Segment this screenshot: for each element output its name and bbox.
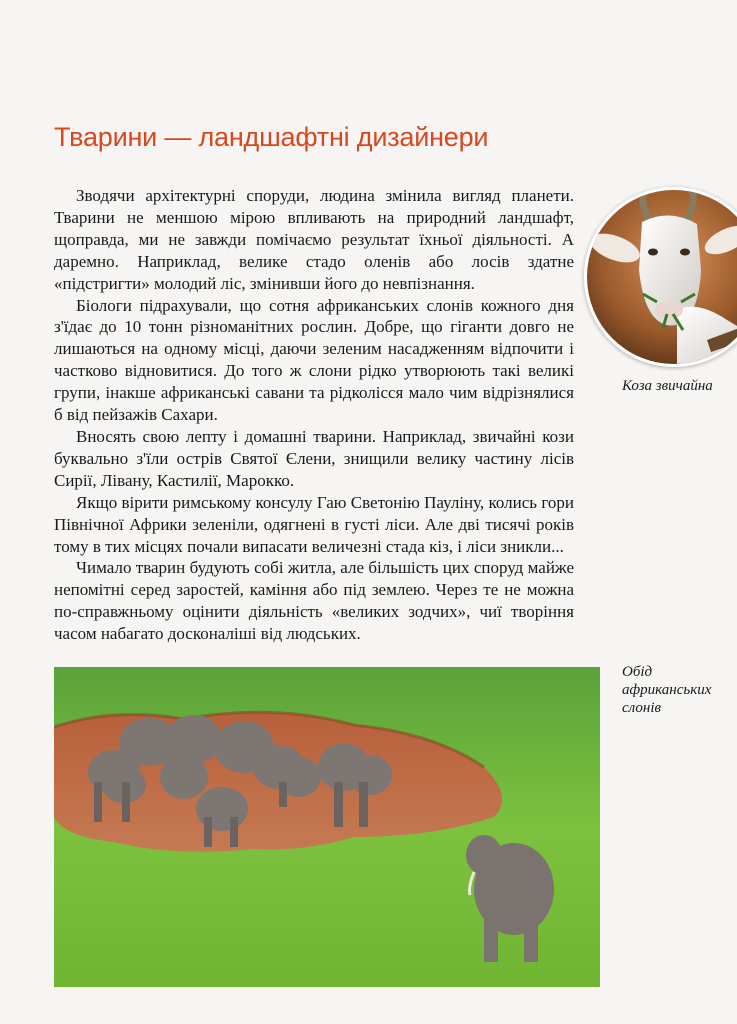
paragraph: Вносять свою лепту і домашні тварини. Наприклад, звичайні кози буквально з'їли острів Святої Єлени, знищили велику частину лісів Сирії, Лівану, Кастилії, Марокко. <box>54 426 574 490</box>
goat-caption: Коза звичайна <box>622 378 713 394</box>
page-title: Тварини — ландшафтні дизайнери <box>54 122 489 152</box>
paragraph: Біологи підрахували, що сотня африканських слонів кожного дня з'їдає до 10 тонн різноманітних рослин. Добре, що гіганти довго не лишаються на одному місці, даючи зеленим насадженням відпочити і частково відновитися. До того ж слони рідко утворюють такі великі групи, інакше африканські савани та рідколісся мало чим відрізнялися б від пейзажів Сахари. <box>54 295 574 425</box>
goat-photo <box>584 187 737 367</box>
paragraph: Якщо вірити римському консулу Гаю Светонію Пауліну, колись гори Північної Африки зеленіли, одягнені в густі ліси. Але дві тисячі років тому в тих місцях почали випасати величезні стада кіз, і ліси зникли... <box>54 492 574 556</box>
article-body <box>54 185 574 645</box>
elephant-caption: Обід африканських слонів <box>622 664 712 716</box>
paragraph: Чимало тварин будують собі житла, але більшість цих споруд майже непомітні серед заростей, каміння або під землею. Через те не можна по-справжньому оцінити діяльність «великих зодчих», чиї творіння часом набагато досконаліші від людських. <box>54 558 574 644</box>
elephant-photo <box>54 667 600 987</box>
paragraph: Зводячи архітектурні споруди, людина змінила вигляд планети. Тварини не меншою мірою впливають на природний ландшафт, щоправда, ми не завжди помічаємо результат їхньої діяльності. А даремно. Наприклад, велике стадо оленів або лосів здатне «підстригти» молодий ліс, змінивши його до невпізнання. <box>54 186 574 293</box>
